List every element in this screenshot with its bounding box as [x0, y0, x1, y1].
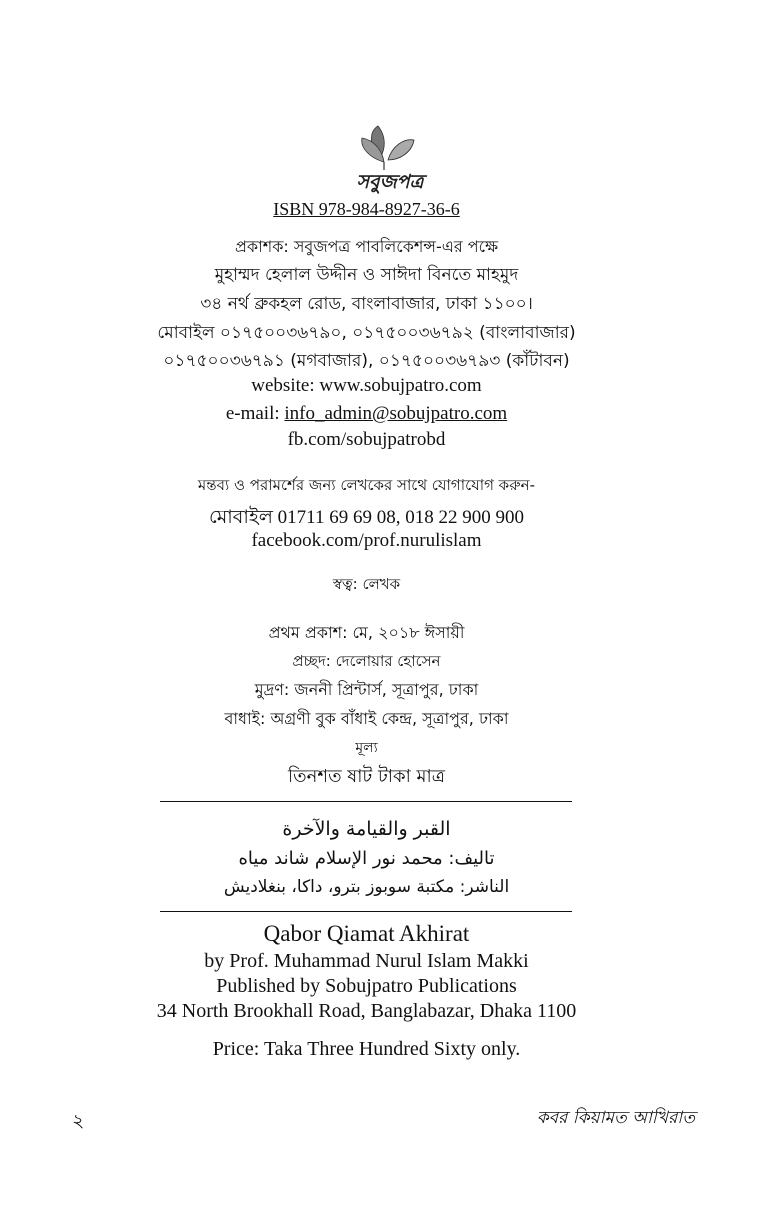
isbn: ISBN 978-984-8927-36-6	[273, 199, 460, 219]
english-publisher: Published by Sobujpatro Publications	[216, 975, 517, 997]
email-link[interactable]: info_admin@sobujpatro.com	[284, 403, 508, 424]
publisher-facebook: fb.com/sobujpatrobd	[287, 429, 446, 450]
publisher-phone-2: ০১৭৫০০৩৬৭৯১ (মগবাজার), ০১৭৫০০৩৬৭৯৩ (কাঁটাবন)	[163, 351, 570, 371]
author-mobile: মোবাইল 01711 69 69 08, 018 22 900 900	[209, 507, 524, 528]
arabic-publisher: الناشر: مكتبة سوبوز بترو، داكا، بنغلاديش	[223, 877, 510, 897]
email-label: e-mail:	[225, 403, 285, 424]
price-bengali: তিনশত ষাট টাকা মাত্র	[288, 766, 445, 787]
english-author: by Prof. Muhammad Nurul Islam Makki	[204, 950, 529, 972]
publisher-line: প্রকাশক: সবুজপত্র পাবলিকেশন্স-এর পক্ষে	[234, 237, 499, 256]
publisher-email-row	[0, 403, 733, 425]
leaf-logo-icon	[340, 118, 440, 196]
english-price: Price: Taka Three Hundred Sixty only.	[212, 1038, 521, 1060]
divider-top	[160, 801, 572, 802]
running-title: কবর কিয়ামত আখিরাত	[536, 1108, 695, 1128]
author-contact-intro: মন্তব্য ও পরামর্শের জন্য লেখকের সাথে যোগাযোগ করুন-	[197, 476, 536, 494]
publisher-logo	[340, 118, 440, 196]
arabic-title: القبر والقيامة والآخرة	[282, 818, 451, 840]
publisher-website: website: www.sobujpatro.com	[251, 375, 482, 396]
english-title: Qabor Qiamat Akhirat	[263, 921, 470, 946]
english-address: 34 North Brookhall Road, Banglabazar, Dhaka 1100	[156, 1000, 577, 1022]
printer: মুদ্রণ: জননী প্রিন্টার্স, সূত্রাপুর, ঢাকা	[254, 680, 479, 699]
first-edition: প্রথম প্রকাশ: মে, ২০১৮ ঈসায়ী	[268, 623, 465, 642]
copyright: স্বত্ব: লেখক	[332, 575, 401, 593]
logo-text: সবুজপত্র	[356, 171, 424, 193]
divider-bottom	[160, 911, 572, 912]
publisher-names: মুহাম্মদ হেলাল উদ্দীন ও সাঈদা বিনতে মাহমুদ	[214, 265, 519, 285]
binder: বাধাই: অগ্রণী বুক বাঁধাই কেন্দ্র, সূত্রাপুর, ঢাকা	[224, 709, 509, 728]
page-number: ২	[72, 1110, 85, 1132]
cover-designer: প্রচ্ছদ: দেলোয়ার হোসেন	[292, 652, 441, 670]
price-label: মূল্য	[355, 740, 378, 756]
publisher-phone-1: মোবাইল ০১৭৫০০৩৬৭৯০, ০১৭৫০০৩৬৭৯২ (বাংলাবাজার)	[157, 323, 576, 343]
author-facebook: facebook.com/prof.nurulislam	[251, 530, 482, 551]
publisher-address: ৩৪ নর্থ ব্রুকহল রোড, বাংলাবাজার, ঢাকা ১১০০।	[200, 294, 533, 314]
arabic-author: تاليف: محمد نور الإسلام شاند مياه	[238, 848, 495, 869]
